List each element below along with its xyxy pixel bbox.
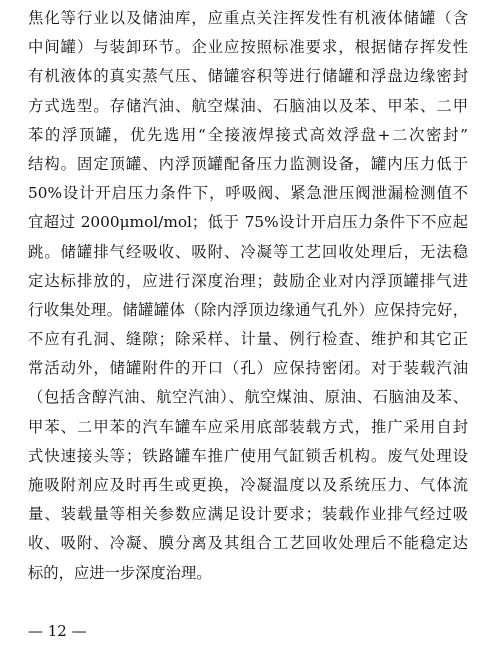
page-number: — 12 — bbox=[28, 622, 87, 640]
text-line: 焦化等行业以及储油库，应重点关注挥发性有机液体储罐（含 bbox=[28, 9, 468, 27]
text-line: 50%设计开启压力条件下，呼吸阀、紧急泄压阀泄漏检测值不 bbox=[28, 184, 468, 203]
text-line: 苯的浮顶罐，优先选用“全接液焊接式高效浮盘+二次密封” bbox=[28, 125, 468, 144]
text-line: 宜超过 2000μmol/mol；低于 75%设计开启压力条件下不应起 bbox=[28, 213, 468, 232]
body-text bbox=[28, 4, 468, 588]
text-line: 有机液体的真实蒸气压、储罐容积等进行储罐和浮盘边缘密封 bbox=[28, 67, 468, 86]
text-line: 式快速接头等；铁路罐车推广使用气缸锁舌机构。废气处理设 bbox=[28, 446, 468, 465]
text-line: 量、装载量等相关参数应满足设计要求；装载作业排气经过吸 bbox=[28, 505, 468, 524]
text-line: 跳。储罐排气经吸收、吸附、冷凝等工艺回收处理后，无法稳 bbox=[28, 242, 468, 261]
text-line: 定达标排放的，应进行深度治理；鼓励企业对内浮顶罐排气进 bbox=[28, 271, 468, 290]
text-line: 常活动外，储罐附件的开口（孔）应保持密闭。对于装载汽油 bbox=[28, 359, 468, 378]
text-line-last: 标的，应进一步深度治理。 bbox=[28, 563, 212, 582]
text-line: 行收集处理。储罐罐体（除内浮顶边缘通气孔外）应保持完好， bbox=[28, 300, 468, 319]
text-line: 施吸附剂应及时再生或更换，冷凝温度以及系统压力、气体流 bbox=[28, 476, 468, 494]
text-line: 不应有孔洞、缝隙；除采样、计量、例行检查、维护和其它正 bbox=[28, 330, 468, 349]
text-line: 结构。固定顶罐、内浮顶罐配备压力监测设备，罐内压力低于 bbox=[28, 154, 468, 173]
text-line: 甲苯、二甲苯的汽车罐车应采用底部装载方式，推广采用自封 bbox=[28, 417, 468, 436]
text-line: （包括含醇汽油、航空汽油）、航空煤油、原油、石脑油及苯、 bbox=[28, 388, 468, 407]
text-line: 收、吸附、冷凝、膜分离及其组合工艺回收处理后不能稳定达 bbox=[28, 534, 468, 553]
text-line: 中间罐）与装卸环节。企业应按照标准要求，根据储存挥发性 bbox=[28, 38, 468, 57]
text-line: 方式选型。存储汽油、航空煤油、石脑油以及苯、甲苯、二甲 bbox=[28, 96, 468, 115]
